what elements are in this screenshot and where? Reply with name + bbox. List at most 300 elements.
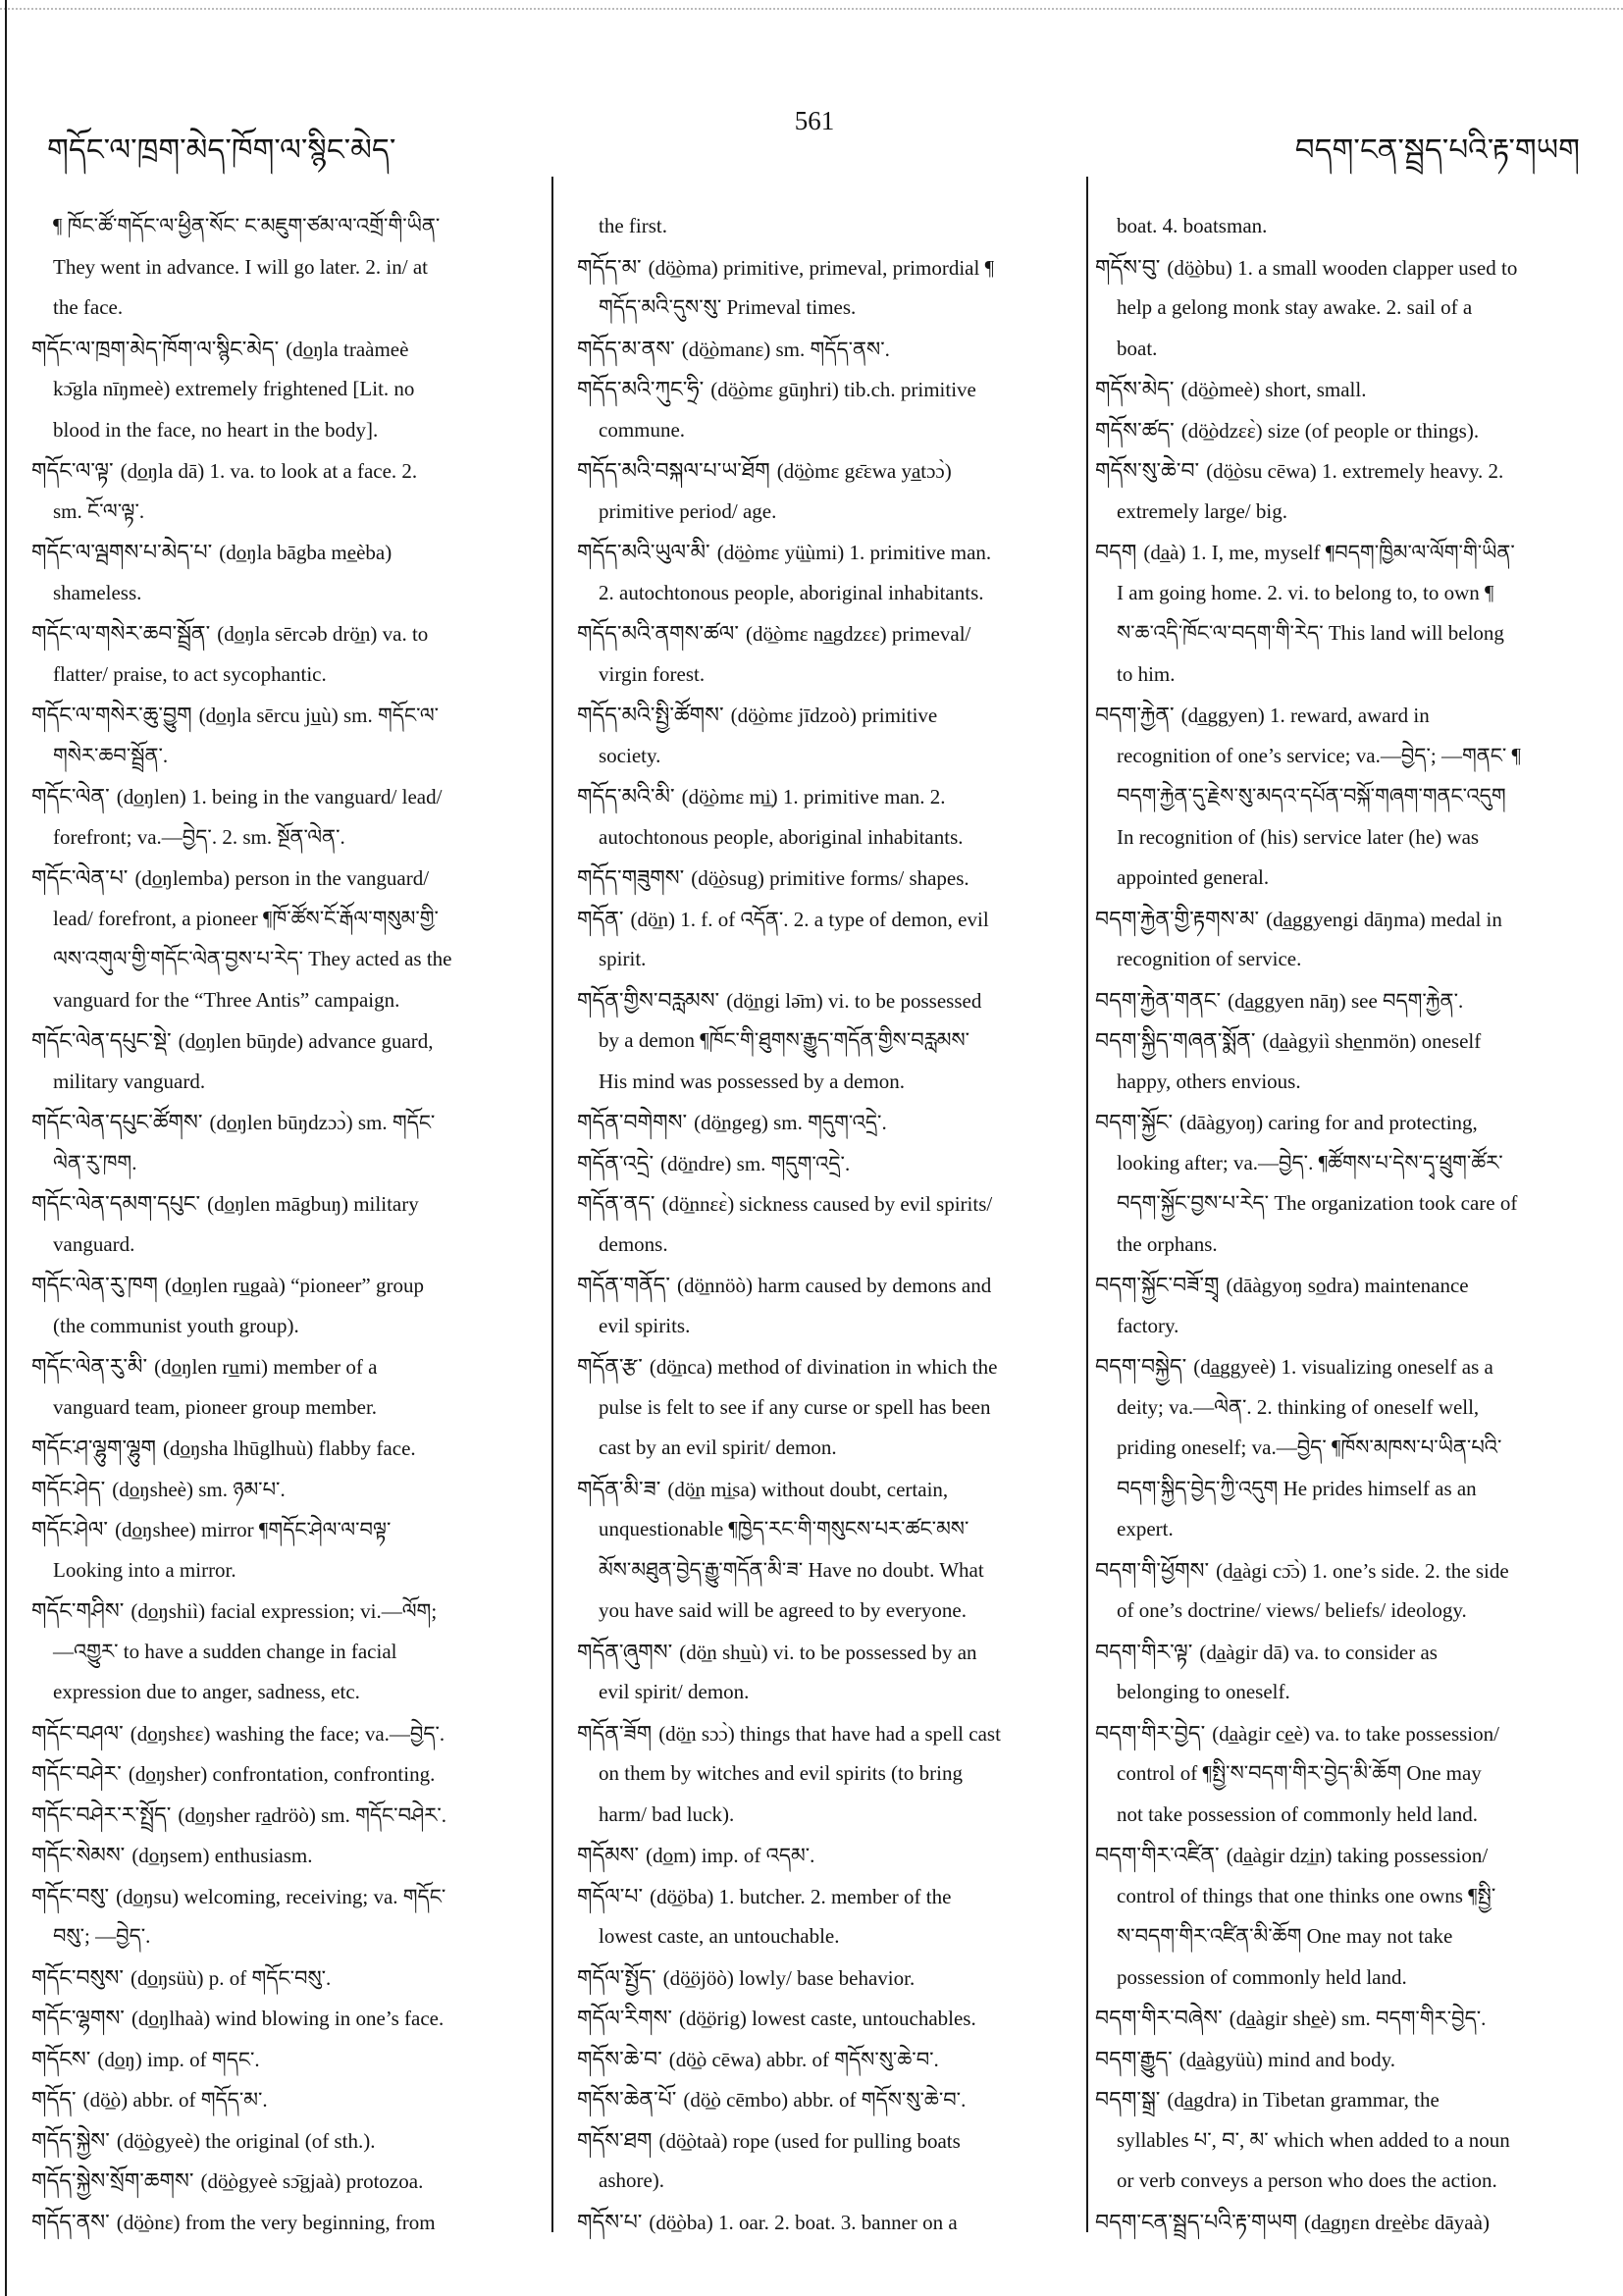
pronunciation-definition: (dö̲ò cēmbo) abbr. of གདོས་སུ་ཆེ་བ་. (683, 2088, 967, 2112)
pronunciation-definition: (dö̲òsu cēwa) 1. extremely heavy. 2. (1206, 459, 1504, 483)
entry-line (31, 492, 451, 533)
headword: གདོན་གནོད་ (577, 1273, 671, 1297)
dictionary-entry (577, 776, 1001, 858)
pronunciation-definition: (da̲gŋɛn dre̲èbɛ dāyaà) (1304, 2210, 1490, 2234)
definition-text: deity; va.—ལེན་. 2. thinking of oneself well, (1117, 1394, 1480, 1419)
definition-text: spirit. (599, 947, 647, 970)
definition-text: བདག་སྐྱོང་བྱས་པ་རེད་ The organization took care of (1117, 1191, 1518, 1215)
entry-line (1095, 858, 1521, 899)
definition-text: help a gelong monk stay awake. 2. sail of a (1117, 295, 1473, 319)
headword: བདག་ངན་སྦྲད་པའི་རྟ་གཡག (1095, 2209, 1298, 2234)
headword: གདོང་བསུ་ (31, 1883, 110, 1908)
entry-line (1095, 1428, 1521, 1469)
definition-text: the orphans. (1117, 1231, 1218, 1256)
entry-line (577, 1835, 1001, 1876)
entry-line (577, 1753, 1001, 1795)
dictionary-entry (577, 1183, 1001, 1265)
definition-text: kɔ̄gla nīŋmeè) extremely frightened [Lit. no (53, 377, 415, 400)
dictionary-entry (31, 1183, 451, 1265)
pronunciation-definition: (dö̲òmɛ na̲gdzɛɛ) primeval/ (745, 622, 971, 646)
definition-text: extremely large/ big. (1117, 498, 1287, 523)
dictionary-entry (31, 206, 451, 329)
entry-line (1095, 2120, 1521, 2162)
pronunciation-definition: (dö̲n sɔɔ̀) things that have had a spell cast (658, 1721, 1001, 1746)
definition-text: autochtonous people, aboriginal inhabitants. (599, 824, 964, 849)
pronunciation-definition: (do̲ŋlen būŋdzɔɔ̀) sm. གདོང་ (209, 1111, 436, 1134)
definition-text: demons. (599, 1231, 668, 1256)
definition-text: vanguard team, pioneer group member. (53, 1394, 378, 1419)
dictionary-entry (1095, 369, 1521, 410)
dictionary-entry (31, 858, 451, 1020)
headword: གདོང་ཤེད་ (31, 1476, 106, 1501)
definition-text: primitive period/ age. (599, 498, 777, 523)
dictionary-entry (577, 1143, 1001, 1184)
entry-line (1095, 206, 1521, 247)
entry-line (577, 2120, 1001, 2162)
definition-text: virgin forest. (599, 661, 706, 686)
pronunciation-definition: (dö̲òmɛ gɛ̄ɛwa ya̲tɔɔ̀) (776, 459, 952, 483)
pronunciation-definition: (do̲ŋshɛɛ) washing the face; va.—བྱེད་. (130, 1721, 445, 1746)
entry-line (1095, 410, 1521, 451)
entry-line (577, 492, 1001, 533)
headword: གདོན་རྩ་ (577, 1354, 643, 1379)
headword: གདོད་ (31, 2087, 77, 2112)
entry-line (1095, 1306, 1521, 1347)
dictionary-entry (577, 1265, 1001, 1346)
pronunciation-definition: (do̲ŋsher ra̲dröò) sm. གདོང་བཤེར་. (178, 1802, 447, 1827)
definition-text: sm. ངོ་ལ་ལྟ་. (53, 498, 145, 523)
dictionary-entry (577, 2039, 1001, 2080)
entry-line (31, 776, 451, 817)
definition-text: blood in the face, no heart in the body]. (53, 417, 379, 442)
dictionary-entry (1095, 1102, 1521, 1265)
dictionary-entry (1095, 1020, 1521, 1102)
pronunciation-definition: (do̲ŋlhaà) wind blowing in one’s face. (131, 2007, 445, 2030)
dictionary-entry (31, 2161, 451, 2202)
entry-line (1095, 1753, 1521, 1795)
dictionary-entry (1095, 1713, 1521, 1836)
pronunciation-definition: (dāàgyoŋ) caring for and protecting, (1179, 1111, 1478, 1134)
headword: གདོན་བགེགས་ (577, 1110, 688, 1134)
pronunciation-definition: (dö̲nnɛɛ̀) sickness caused by evil spirits/ (661, 1192, 993, 1216)
entry-line (31, 1225, 451, 1266)
headword: གདོད་མའི་ཀུང་ཧྲི་ (577, 377, 705, 401)
entry-line (31, 817, 451, 859)
definition-text: boat. 4. boatsman. (1117, 214, 1268, 237)
entry-line (577, 1795, 1001, 1836)
dictionary-entry (31, 695, 451, 776)
entry-line (1095, 573, 1521, 614)
page-number: 561 (794, 106, 835, 135)
headword: གདོན་ཞུགས་ (577, 1639, 673, 1664)
definition-text: belonging to oneself. (1117, 1680, 1290, 1703)
dictionary-entry (1095, 532, 1521, 695)
dictionary-entry (31, 450, 451, 532)
dictionary-entry (1095, 247, 1521, 370)
entry-line (1095, 2161, 1521, 2202)
headword: གདོས་ཚད་ (1095, 417, 1175, 443)
entry-line (1095, 939, 1521, 980)
entry-line (1095, 1835, 1521, 1876)
dictionary-entry (577, 695, 1001, 776)
headword: གདོས་ཆེ་བ་ (577, 2046, 662, 2071)
entry-line (31, 1265, 451, 1306)
headword: གདོང་ཤེལ་ (31, 1517, 109, 1541)
definition-text: 2. autochtonous people, aboriginal inhabitants. (599, 580, 984, 604)
entry-line (31, 206, 451, 247)
definition-text: expression due to anger, sadness, etc. (53, 1680, 360, 1703)
entry-line (31, 532, 451, 573)
pronunciation-definition: (da̲àgir ce̲è) va. to take possession/ (1212, 1721, 1499, 1746)
definition-text: (the communist youth group). (53, 1313, 299, 1337)
page-left-rule (5, 0, 7, 2296)
pronunciation-definition: (dö̲nnöò) harm caused by demons and (677, 1274, 992, 1297)
headword: བདག་གིར་བྱེད་ (1095, 1720, 1206, 1746)
entry-line (577, 1102, 1001, 1143)
entry-line (31, 1020, 451, 1062)
headword: གདོང་ལ་ལྦགས་པ་མེད་པ་ (31, 540, 213, 564)
dictionary-entry (1095, 695, 1521, 899)
dictionary-entry (1095, 1550, 1521, 1632)
entry-line (31, 1183, 451, 1225)
headword: གདོང་ལེན་དཔུང་སྡེ་ (31, 1028, 172, 1053)
definition-text: —འགྱུར་ to have a sudden change in facial (53, 1639, 397, 1663)
definition-text: Looking into a mirror. (53, 1557, 236, 1582)
pronunciation-definition: (dö̲òmɛ gūŋhri) tib.ch. primitive (710, 378, 976, 401)
definition-text: ལེན་རུ་ཁག. (53, 1150, 137, 1174)
dictionary-entry (31, 1713, 451, 1754)
dictionary-entry (31, 1753, 451, 1795)
headword: གདོང་ལྷགས་ (31, 2006, 125, 2030)
headword: གདོང་ལེན་རུ་མི་ (31, 1354, 148, 1379)
entry-line (1095, 1469, 1521, 1510)
pronunciation-definition: (do̲ŋlen māgbuŋ) military (207, 1192, 419, 1216)
definition-text: of one’s doctrine/ views/ beliefs/ ideology. (1117, 1598, 1467, 1622)
entry-line (577, 858, 1001, 899)
column-2 (577, 206, 1001, 2242)
headword: གདོད་མའི་མི་ (577, 784, 675, 809)
headword: གདོད་མའི་སྤྱི་ཚོགས་ (577, 703, 724, 727)
dictionary-entry (577, 613, 1001, 695)
entry-line (577, 695, 1001, 736)
entry-line (1095, 1957, 1521, 1999)
pronunciation-definition: (dö̲òmɛ mi̲) 1. primitive man. 2. (681, 785, 946, 809)
headword: གདོལ་རིགས་ (577, 2006, 673, 2030)
dictionary-entry (577, 1957, 1001, 1999)
pronunciation-definition: (dö̲òmanɛ) sm. གདོད་ནས་. (681, 337, 890, 361)
definition-text: recognition of one’s service; va.—བྱེད་; —གནང་ ¶ (1117, 743, 1522, 767)
definition-text: priding oneself; va.—བྱེད་ ¶ཁོས་མཁས་པ་ཡིན་པའི་ (1117, 1435, 1502, 1459)
entry-line (577, 206, 1001, 247)
dictionary-entry (1095, 450, 1521, 532)
dictionary-entry (1095, 1265, 1521, 1346)
pronunciation-definition: (do̲ŋsher) confrontation, confronting. (128, 1762, 436, 1786)
entry-line (1095, 1591, 1521, 1632)
pronunciation-definition: (dāàgyoŋ so̲dra) maintenance (1226, 1274, 1469, 1297)
dictionary-entry (577, 206, 1001, 247)
entry-line (1095, 1550, 1521, 1592)
headword: གདོལ་སྤྱོད་ (577, 1964, 656, 1990)
pronunciation-definition: (do̲ŋsha lhūglhuù) flabby face. (163, 1436, 416, 1460)
definition-text: lead/ forefront, a pioneer ¶ཁོ་ཚོས་ངོ་རྒོལ་གསུམ་གྱི་ (53, 906, 439, 930)
definition-text: military vanguard. (53, 1069, 206, 1093)
entry-line (31, 2079, 451, 2120)
definition-text: I am going home. 2. vi. to belong to, to own ¶ (1117, 580, 1494, 604)
entry-line (31, 1753, 451, 1795)
definition-text: ashore). (599, 2168, 665, 2192)
pronunciation-definition: (dö̲nca) method of divination in which the (649, 1355, 998, 1379)
entry-line (31, 247, 451, 288)
headword: བདག་གིར་འཛིན་ (1095, 1843, 1220, 1867)
entry-line (1095, 1713, 1521, 1754)
definition-text: shameless. (53, 580, 142, 604)
entry-line (577, 1591, 1001, 1632)
entry-line (577, 1998, 1001, 2039)
definition-text: syllables པ་, བ་, མ་ which when added to a noun (1117, 2127, 1510, 2152)
pronunciation-definition: (do̲ŋla bāgba me̲èba) (219, 541, 393, 564)
entry-line (577, 450, 1001, 492)
pronunciation-definition: (dö̲ngeg) sm. གདུག་འདྲེ་. (694, 1111, 887, 1134)
entry-line (31, 1998, 451, 2039)
entry-line (31, 980, 451, 1021)
pronunciation-definition: (dö̲ndre) sm. གདུག་འདྲེ་. (660, 1151, 851, 1175)
dictionary-entry (577, 329, 1001, 370)
pronunciation-definition: (dö̲n) 1. f. of འདོན་. 2. a type of demon, evil (630, 907, 989, 931)
entry-line (1095, 1225, 1521, 1266)
definition-text: commune. (599, 417, 686, 442)
entry-line (1095, 369, 1521, 410)
entry-line (577, 736, 1001, 777)
entry-line (1095, 532, 1521, 573)
headword: གདོང་ཤ་ལྷུག་ལྷུག (31, 1435, 156, 1460)
pronunciation-definition: (dö̲n shu̲ù) vi. to be possessed by an (679, 1640, 977, 1664)
definition-text: བསུ་; —བྱེད་. (53, 1924, 151, 1948)
headword: གདོམས་ (577, 1843, 640, 1867)
definition-text: the first. (599, 214, 667, 237)
pronunciation-definition: (dö̲òbu) 1. a small wooden clapper used to (1167, 255, 1518, 280)
entry-line (577, 1428, 1001, 1469)
headword: གདོང་ལེན་རུ་ཁག (31, 1273, 158, 1297)
entry-line (1095, 1102, 1521, 1143)
pronunciation-definition: (do̲ŋla sērcəb drö̲n) va. to (217, 622, 429, 646)
pronunciation-definition: (do̲ŋsu) welcoming, receiving; va. གདོང་ (116, 1884, 446, 1908)
pronunciation-definition: (do̲ŋsheè) sm. ཉམ་པ་. (112, 1477, 286, 1501)
dictionary-entry (31, 1428, 451, 1469)
entry-line (1095, 450, 1521, 492)
entry-line (577, 1916, 1001, 1957)
dictionary-entry (31, 1509, 451, 1591)
entry-line (577, 1265, 1001, 1306)
pronunciation-definition: (do̲ŋlen) 1. being in the vanguard/ lead/ (116, 785, 443, 809)
dictionary-entry (31, 532, 451, 613)
entry-line (577, 1632, 1001, 1673)
dictionary-entry (31, 1957, 451, 1999)
headword: གདོས་སུ་ཆེ་བ་ (1095, 458, 1200, 483)
entry-line (31, 1306, 451, 1347)
pronunciation-definition: (da̲àgyüù) mind and body. (1178, 2047, 1395, 2071)
entry-line (31, 1795, 451, 1836)
headword: བདག (1095, 540, 1137, 564)
entry-line (31, 1428, 451, 1469)
pronunciation-definition: (dö̲òdzɛɛ̀) size (of people or things). (1180, 418, 1480, 443)
dictionary-entry (1095, 206, 1521, 247)
entry-line (31, 613, 451, 654)
pronunciation-definition: (da̲ggyengi dāŋma) medal in (1266, 907, 1502, 931)
dictionary-entry (577, 1346, 1001, 1469)
headword: གདོས་པ་ (577, 2209, 643, 2234)
entry-line (577, 1346, 1001, 1387)
entry-line (1095, 2079, 1521, 2120)
entry-line (577, 247, 1001, 288)
definition-text: expert. (1117, 1517, 1174, 1540)
entry-line (577, 1672, 1001, 1713)
entry-line (31, 2202, 451, 2243)
pronunciation-definition: (dö̲òmɛ jīdzoò) primitive (730, 704, 938, 727)
headword: བདག་རྐྱེན་གནང་ (1095, 987, 1222, 1013)
definition-text: evil spirits. (599, 1313, 691, 1337)
dictionary-entry (577, 1835, 1001, 1876)
dictionary-entry (31, 1102, 451, 1183)
definition-text: control of ¶སྤྱི་ས་བདག་གིར་བྱེད་མི་ཆོག One may (1117, 1761, 1482, 1785)
entry-line (31, 1387, 451, 1429)
entry-line (577, 613, 1001, 654)
entry-line (31, 1550, 451, 1592)
entry-line (577, 573, 1001, 614)
pronunciation-definition: (dö̲ònɛ) from the very beginning, from (116, 2210, 436, 2234)
dictionary-entry (1095, 1835, 1521, 1998)
entry-line (1095, 1632, 1521, 1673)
pronunciation-definition: (do̲ŋlemba) person in the vanguard/ (134, 866, 430, 890)
entry-line (1095, 736, 1521, 777)
entry-line (31, 695, 451, 736)
dictionary-entry (1095, 1346, 1521, 1550)
entry-line (1095, 1509, 1521, 1550)
pronunciation-definition: (da̲ggyeè) 1. visualizing oneself as a (1193, 1355, 1493, 1379)
column-1 (31, 206, 451, 2242)
headword: གདོང་ལ་ལྟ་ (31, 458, 114, 483)
entry-line (31, 1143, 451, 1184)
pronunciation-definition: (do̲ŋlen būŋde) advance guard, (178, 1029, 434, 1053)
definition-text: to him. (1117, 661, 1176, 686)
entry-line (577, 654, 1001, 696)
entry-line (31, 1632, 451, 1673)
entry-line (31, 939, 451, 980)
pronunciation-definition: (dö̲ògyeè) the original (of sth.). (116, 2128, 376, 2153)
pronunciation-definition: (da̲àgir dzi̲n) taking possession/ (1226, 1844, 1489, 1867)
dictionary-entry (1095, 2079, 1521, 2202)
entry-line (31, 1916, 451, 1957)
entry-line (1095, 1062, 1521, 1103)
pronunciation-definition: (dö̲òsug) primitive forms/ shapes. (691, 866, 969, 890)
headword: གདོང་སེམས་ (31, 1843, 126, 1867)
headword: བདག་གིར་བཞེས་ (1095, 2006, 1223, 2030)
dictionary-entry (31, 1265, 451, 1346)
definition-text: ས་ཆ་འདི་ཁོང་ལ་བདག་གི་རེད་ This land will belong (1117, 621, 1504, 645)
definition-text: happy, others envious. (1117, 1069, 1301, 1093)
entry-line (31, 1102, 451, 1143)
entry-line (1095, 776, 1521, 817)
dictionary-entry (577, 1998, 1001, 2039)
entry-line (577, 2039, 1001, 2080)
dictionary-entry (1095, 2202, 1521, 2243)
entry-line (1095, 1387, 1521, 1429)
pronunciation-definition: (do̲ŋlen ru̲mi) member of a (154, 1355, 378, 1379)
definition-text: ས་བདག་གིར་འཛིན་མི་ཆོག One may not take (1117, 1924, 1453, 1948)
entry-line (577, 1020, 1001, 1062)
entry-line (1095, 329, 1521, 370)
dictionary-entry (31, 613, 451, 695)
dictionary-entry (577, 2120, 1001, 2202)
headword: གདོད་མ་ནས་ (577, 336, 675, 361)
entry-line (31, 450, 451, 492)
dictionary-entry (31, 2079, 451, 2120)
left-guide-word: གདོང་ལ་ཁྲག་མེད་ཁོག་ལ་སྙིང་མེད་ (47, 132, 396, 167)
dictionary-entry (31, 2120, 451, 2162)
headword: བདག་སྐྱོང་བཟོ་གྲྭ (1095, 1273, 1220, 1297)
headword: གདོང་ལེན་དམག་དཔུང་ (31, 1191, 201, 1216)
entry-line (577, 776, 1001, 817)
entry-line (31, 1713, 451, 1754)
headword: གདོད་ནས་ (31, 2209, 110, 2234)
definition-text: His mind was possessed by a demon. (599, 1069, 906, 1093)
entry-line (31, 858, 451, 899)
dictionary-entry (577, 858, 1001, 899)
entry-line (577, 1387, 1001, 1429)
definition-text: བདག་སྐྱིད་བྱེད་ཀྱི་འདུག He prides himself as an (1117, 1476, 1477, 1500)
entry-line (31, 329, 451, 370)
headword: གདོད་སྐྱེས་ (31, 2127, 110, 2153)
pronunciation-definition: (do̲ŋla sērcu ju̲ù) sm. གདོང་ལ་ (198, 704, 440, 727)
entry-line (577, 369, 1001, 410)
entry-line (31, 736, 451, 777)
entry-line (577, 1183, 1001, 1225)
entry-line (577, 817, 1001, 859)
headword: གདོད་མའི་བསྐལ་པ་ཡ་ཐོག (577, 458, 770, 483)
pronunciation-definition: (dö̲òmeè) short, small. (1180, 378, 1367, 401)
entry-line (31, 1509, 451, 1550)
headword: བདག་རྐྱེན་གྱི་རྟགས་མ་ (1095, 906, 1260, 931)
definition-text: forefront; va.—བྱེད་. 2. sm. སྔོན་ལེན་. (53, 824, 345, 849)
pronunciation-definition: (do̲ŋla traàmeè (286, 337, 409, 361)
headword: གདོང་ལེན་དཔུང་ཚོགས་ (31, 1110, 203, 1134)
definition-text: evil spirit/ demon. (599, 1680, 750, 1703)
entry-line (31, 369, 451, 410)
pronunciation-definition: (da̲à) 1. I, me, myself ¶བདག་ཁྱིམ་ལ་ལོག་གི་ཡིན་ (1143, 541, 1515, 564)
definition-text: flatter/ praise, to act sycophantic. (53, 661, 327, 686)
entry-line (577, 1550, 1001, 1592)
entry-line (31, 1957, 451, 1999)
pronunciation-definition: (dö̲ngi lə̄m) vi. to be possessed (726, 988, 982, 1013)
headword: གདོས་ཐག (577, 2127, 653, 2153)
entry-line (1095, 1143, 1521, 1184)
entry-line (1095, 287, 1521, 329)
definition-text: They went in advance. I will go later. 2. in/ at (53, 254, 428, 279)
dictionary-entry (577, 450, 1001, 532)
dictionary-entry (577, 899, 1001, 980)
dictionary-entry (31, 1876, 451, 1957)
headword: བདག་རྒྱུད་ (1095, 2046, 1173, 2071)
headword: བདག་སྐྱིད་གཞན་སྨོན་ (1095, 1028, 1256, 1053)
pronunciation-definition: (da̲àgyiì she̲nmön) oneself (1262, 1029, 1482, 1053)
entry-line (31, 2120, 451, 2162)
entry-line (1095, 899, 1521, 940)
entry-line (31, 410, 451, 451)
pronunciation-definition: (da̲ggyen nāŋ) see བདག་རྐྱེན་. (1228, 988, 1464, 1013)
entry-line (1095, 1916, 1521, 1957)
entry-line (1095, 1020, 1521, 1062)
definition-text: ¶ ཁོང་ཚོ་གདོང་ལ་ཕྱིན་སོང་ ང་མཇུག་ཙམ་ལ་འགྲོ་གི་ཡིན་ (53, 214, 441, 237)
entry-line (1095, 695, 1521, 736)
